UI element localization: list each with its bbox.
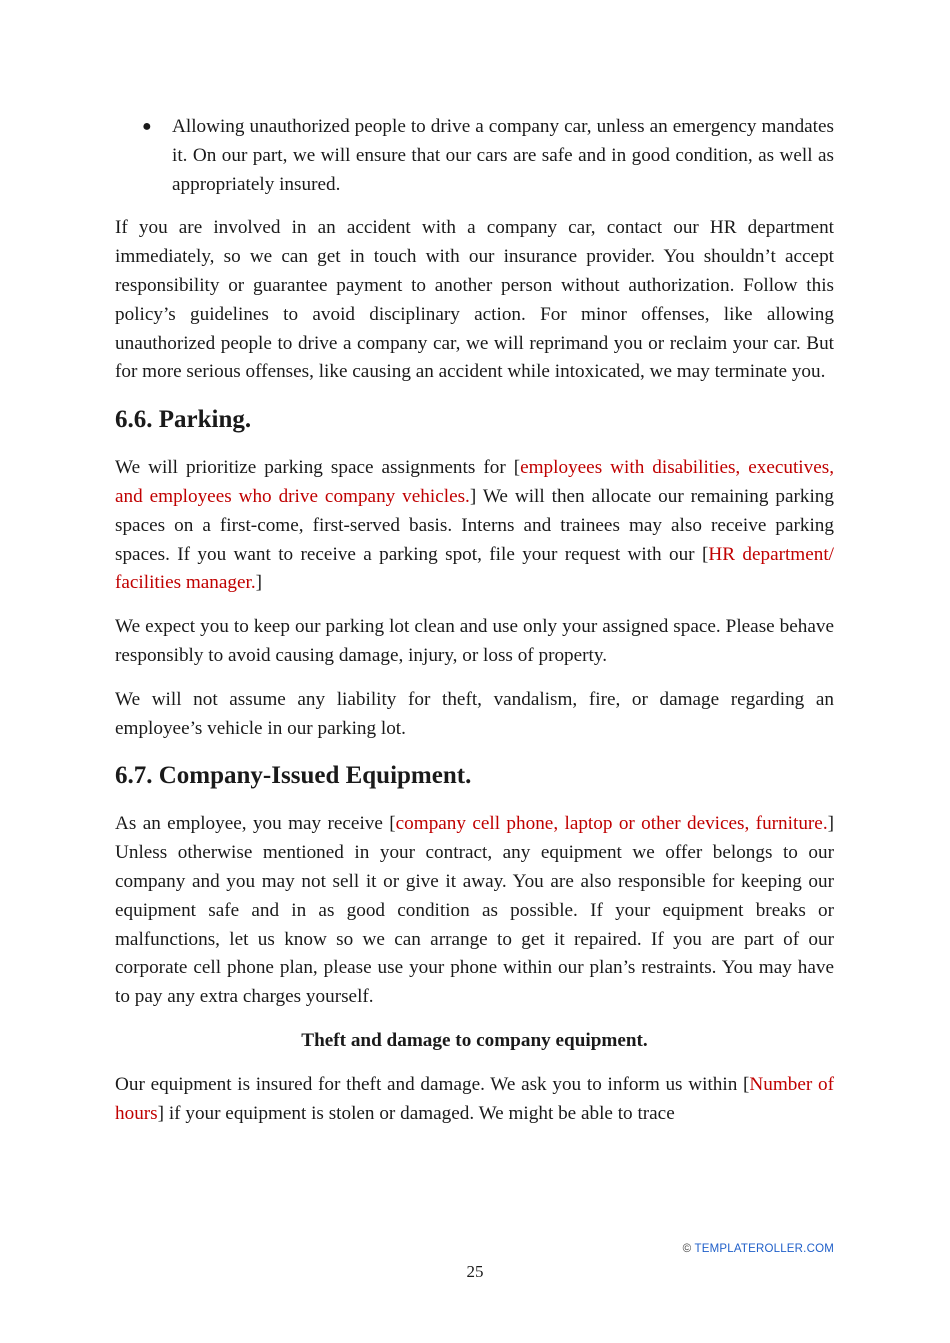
placeholder-text: Number of hours xyxy=(115,1073,834,1124)
page-number: 25 xyxy=(466,1262,484,1281)
section-heading-equipment: 6.7. Company-Issued Equipment. xyxy=(115,762,472,790)
equipment-paragraph-1: As an employee, you may receive [company cell phone, laptop or other devices, furniture.] Unless otherwise mentioned in your contract, any equipment we offer belongs to our company and you may not sell it or give it away. You are also responsible for keeping our equipment safe and in as good condition as possible. If your equipment breaks or malfunctions, let us know so we can arrange to get it repaired. If you are part of our corporate cell phone plan, please use your phone within our plan’s restraints. You may have to pay any extra charges yourself. xyxy=(115,813,835,1008)
document-page xyxy=(115,113,834,1143)
templateroller-watermark[interactable] xyxy=(683,1243,834,1255)
equipment-paragraph-2: Our equipment is insured for theft and damage. We ask you to inform us within [Number of hours] if your equipment is stolen or damaged. We might be able to trace xyxy=(115,1073,834,1124)
subheading-theft-damage: Theft and damage to company equipment. xyxy=(301,1029,648,1051)
parking-paragraph-3: We will not assume any liability for theft, vandalism, fire, or damage regarding an employee’s vehicle in our parking lot. xyxy=(115,688,834,739)
placeholder-text: HR department/ facilities manager. xyxy=(115,543,835,594)
bullet-icon: ● xyxy=(142,118,152,135)
section-heading-parking: 6.6. Parking. xyxy=(115,406,252,434)
placeholder-text: company cell phone, laptop or other devices, furniture. xyxy=(395,813,828,835)
bullet-text: Allowing unauthorized people to drive a company car, unless an emergency mandates it. On our part, we will ensure that our cars are safe and in good condition, as well as appropriately insured. xyxy=(172,116,834,195)
list-item xyxy=(142,113,834,199)
copyright-icon: © xyxy=(682,1243,692,1255)
brand-link[interactable]: TEMPLATEROLLER.COM xyxy=(694,1243,834,1255)
accident-paragraph: If you are involved in an accident with a company car, contact our HR department immediately, so we can get in touch with our insurance provider. You shouldn’t accept responsibility or guarantee payment to another person without authorization. Follow this policy’s guidelines to avoid disciplinary action. For minor offenses, like allowing unauthorized people to drive a company car, we will reprimand you or reclaim your car. But for more serious offenses, like causing an accident while intoxicated, we may terminate you. xyxy=(115,217,834,383)
bullet-list xyxy=(115,113,834,199)
parking-paragraph-2: We expect you to keep our parking lot clean and use only your assigned space. Please behave responsibly to avoid causing damage, injury, or loss of property. xyxy=(115,616,834,666)
parking-paragraph-1: We will prioritize parking space assignments for [employees with disabilities, executives, and employees who drive company vehicles.] We will then allocate our remaining parking spaces on a first-come, first-served basis. Interns and trainees may also receive parking spaces. If you want to receive a parking spot, file your request with our [HR department/ facilities manager.] xyxy=(115,457,835,594)
placeholder-text: employees with disabilities, executives, and employees who drive company vehicles. xyxy=(115,457,835,507)
